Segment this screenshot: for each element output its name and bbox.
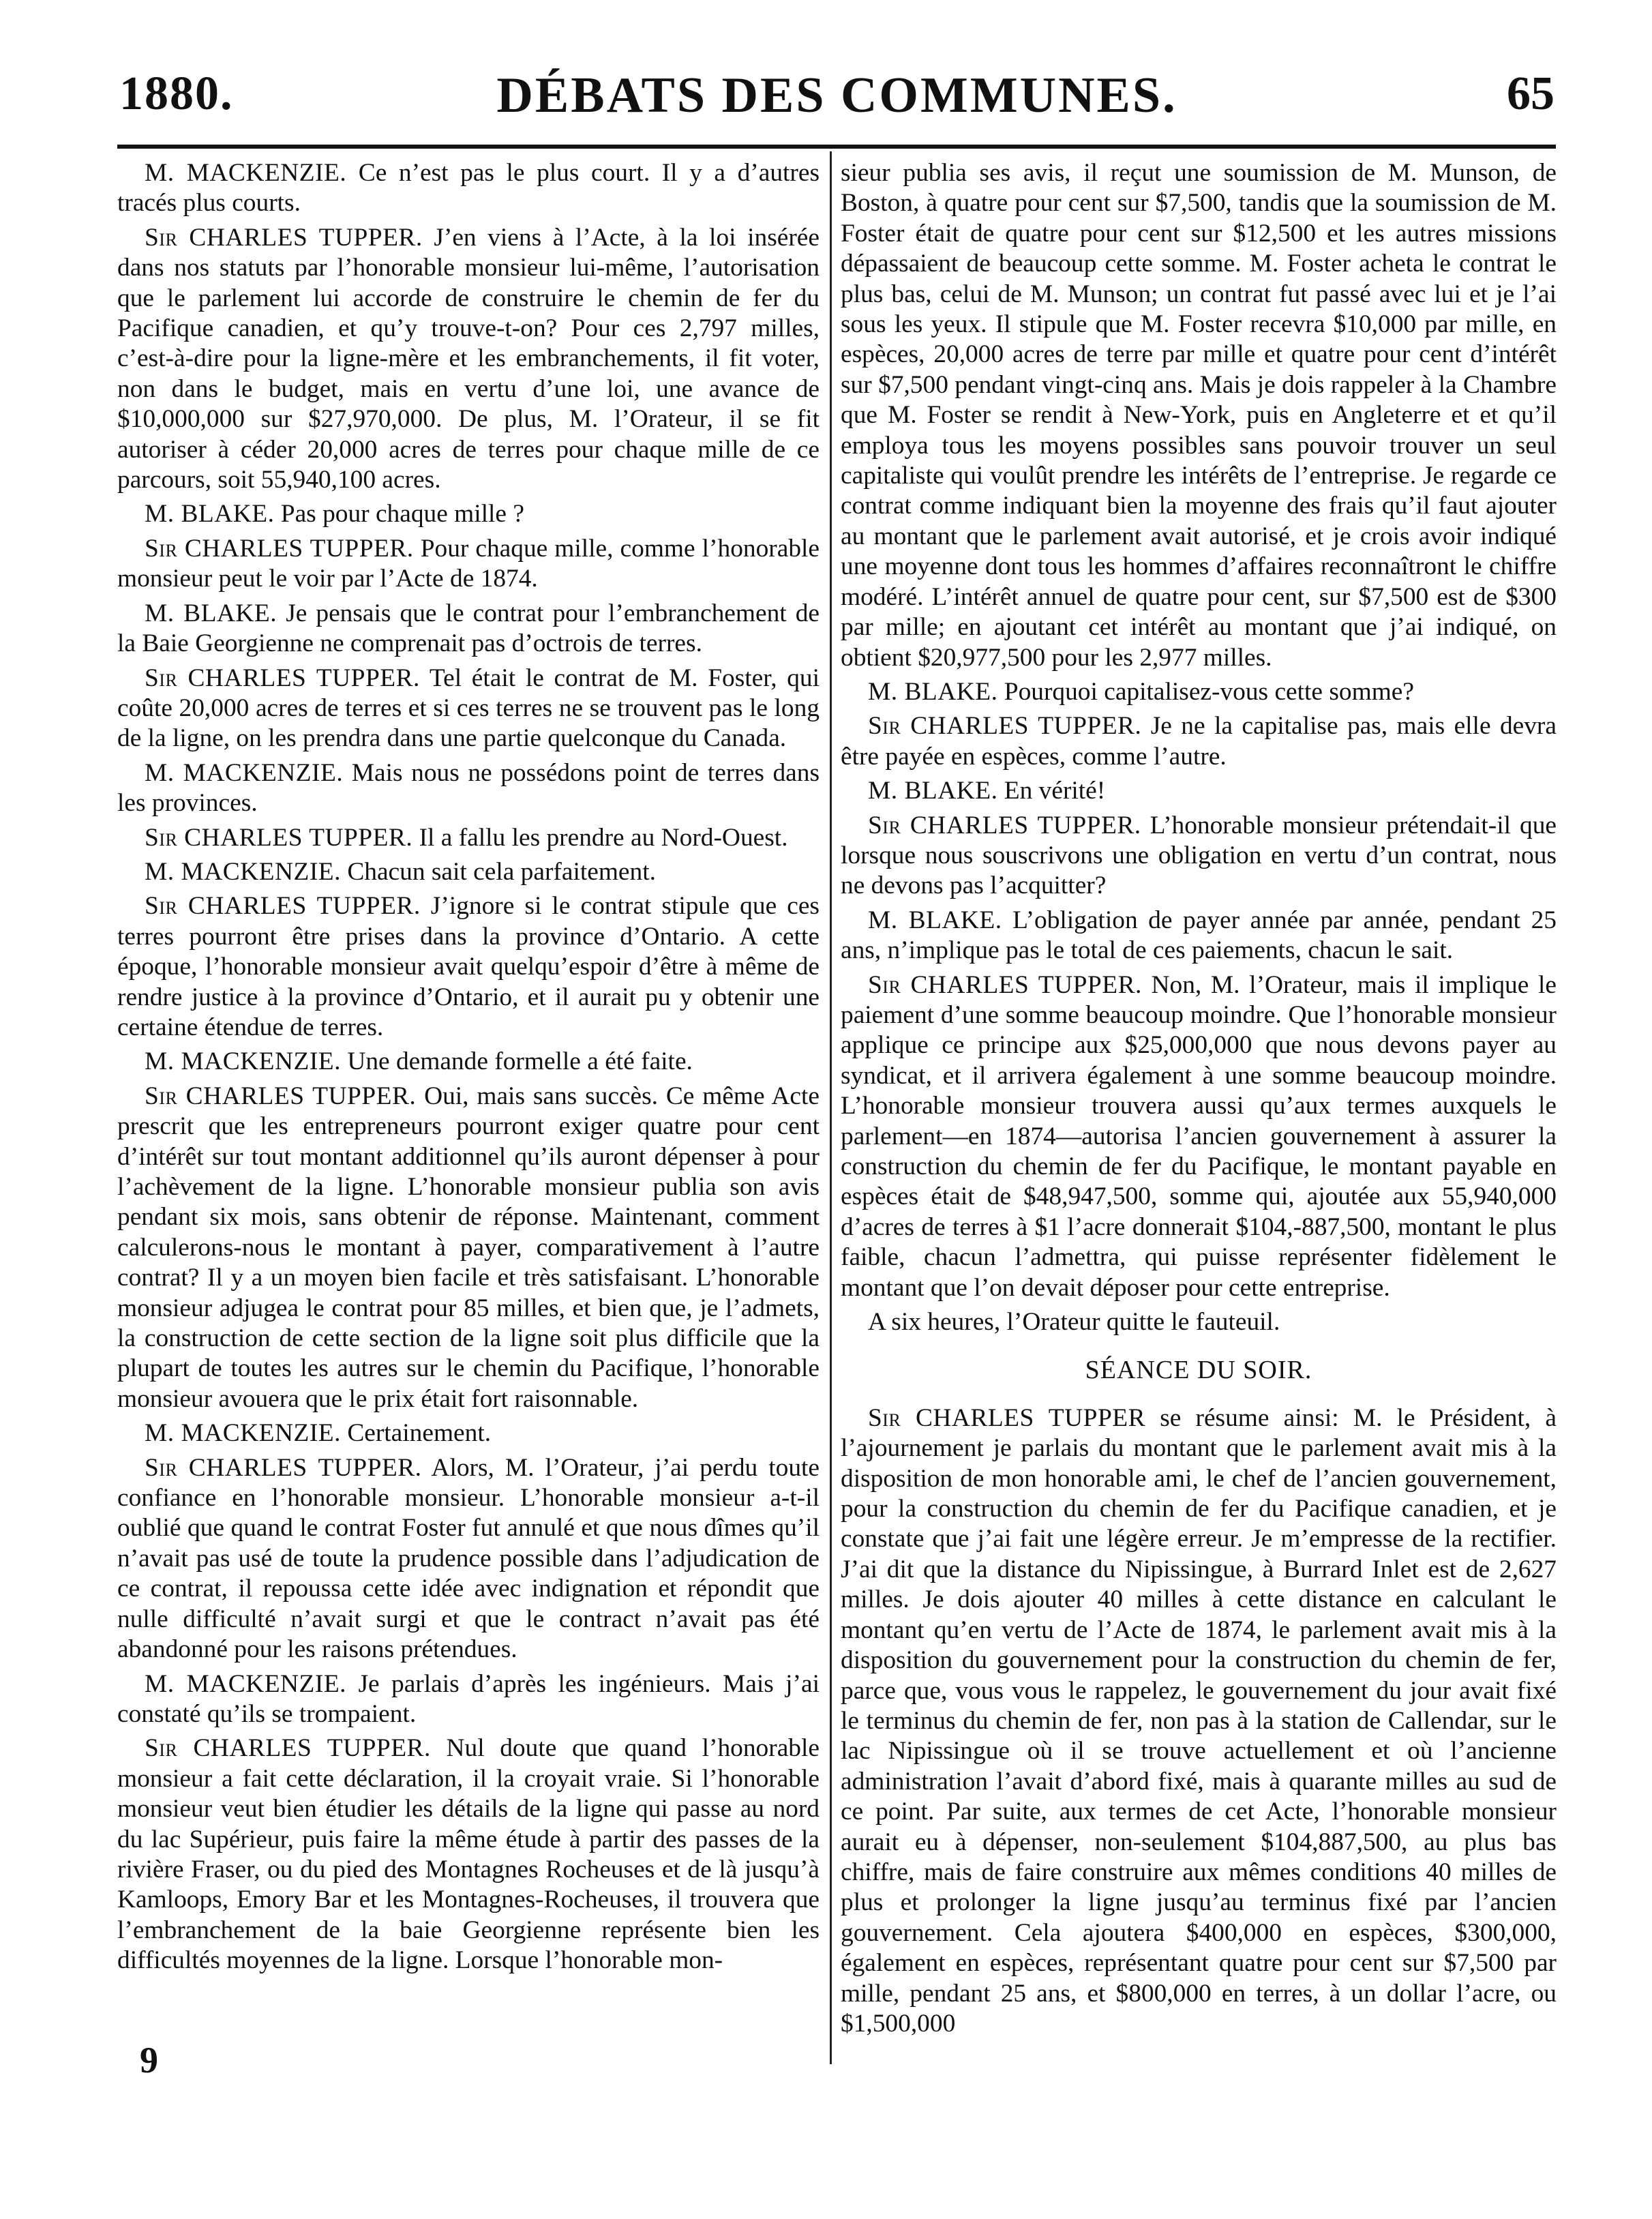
stage-direction: A six heures, l’Orateur quitte le fauteuil.: [868, 1308, 1280, 1337]
speech-text: se résume ainsi: M. le Président, à l’ajournement je parlais du montant que le parlement avait mis à la disposition de mon honorable ami, le chef de l’ancien gouvernement, pour la construction du chemin de fer du Pacifique canadien, et je constate que j’ai fait une légère erreur. Je m’empresse de la rectifier. J’ai dit que la distance du Nipissingue, à Burrard Inlet est de 2,627 milles. Je dois ajouter 40 milles à cette distance en calculant le montant qu’en vertu de l’Acte de 1874, le parlement avait mis à la disposition du gouvernement pour la construction du chemin de fer, parce que, vous vous le rappelez, le gouvernement du jour avait fixé le terminus du chemin de fer, non pas à la station de Callendar, sur le lac Nipissingue où il se trouve actuellement et où l’ancienne administration l’avait d’abord fixé, mais à quarante milles au sud de ce point. Par suite, aux termes de cet Acte, l’honorable monsieur aurait eu à dépenser, non-seulement $104,887,500, au plus bas chiffre, mais de faire construire aux mêmes conditions 40 milles de plus et prolonger la ligne jusqu’au terminus fixé par l’ancien gouvernement. Cela ajoutera $400,000 en espèces, $300,000, également en espèces, représentant quatre pour cent sur $7,500 par mille, pendant 25 ans, et $800,000 en terres, à un dollar l’acre, ou $1,500,000: [841, 1403, 1557, 2038]
speech-text: Je parlais d’après les ingénieurs. Mais j’ai constaté qu’ils se trompaient.: [117, 1669, 820, 1728]
paragraph: [117, 599, 820, 659]
speech-text: J’ignore si le contrat stipule que ces terres pourront être prises dans la province d’Ontario. A cette époque, l’honorable monsieur avait quelqu’espoir d’être à même de rendre justice à la province d’Ontario, et il aurait pu y obtenir une certaine étendue de terres.: [117, 892, 820, 1041]
speech-text: Pour chaque mille, comme l’honorable monsieur peut le voir par l’Acte de 1874.: [117, 534, 820, 593]
paragraph: [841, 711, 1557, 772]
paragraph: [117, 857, 820, 887]
header-page-number: 65: [1507, 68, 1555, 120]
speaker: Sir CHARLES TUPPER.: [145, 823, 413, 852]
paragraph: [841, 970, 1557, 1303]
speech-text: J’en viens à l’Acte, à la loi insérée dans nos statuts par l’honorable monsieur lui-même, l’autorisation que le parlement lui accorde de construire le chemin de fer du Pacifique canadien, et qu’y trouve-t-on? Pour ces 2,797 milles, c’est-à-dire pour la ligne-mère et les embranchements, il fit voter, non dans le budget, mais en vertu d’une loi, une avance de $10,000,000 sur $27,970,000. De plus, M. l’Orateur, il se fit autoriser à céder 20,000 acres de terres pour chaque mille de ce parcours, soit 55,940,100 acres.: [117, 223, 820, 494]
speaker: M. MACKENZIE.: [145, 1047, 341, 1076]
speaker: Sir CHARLES TUPPER.: [145, 223, 423, 252]
speaker: M. MACKENZIE.: [145, 857, 341, 886]
speaker: Sir CHARLES TUPPER.: [145, 1082, 417, 1110]
speech-text: L’obligation de payer année par année, pendant 25 ans, n’implique pas le total de ces paiements, chacun le sait.: [841, 906, 1557, 965]
speaker: M. MACKENZIE.: [145, 758, 344, 787]
speaker: Sir CHARLES TUPPER: [868, 1403, 1146, 1432]
paragraph: [841, 776, 1557, 806]
speech-text: Alors, M. l’Orateur, j’ai perdu toute confiance en l’honorable monsieur. L’honorable monsieur a-t-il oublié que quand le contrat Foster fut annulé et que nous dîmes qu’il n’avait pas usé de toute la prudence possible dans l’adjudication de ce contrat, il repoussa cette idée avec indignation et répondit que nulle difficulté n’avait surgi et que le contract n’avait pas été abandonné pour les raisons prétendues.: [117, 1453, 820, 1664]
speaker: Sir CHARLES TUPPER.: [868, 970, 1142, 999]
speech-text: Ce n’est pas le plus court. Il y a d’autres tracés plus courts.: [117, 159, 820, 218]
paragraph: [117, 1453, 820, 1665]
paragraph: [117, 534, 820, 595]
speaker: M. BLAKE.: [145, 500, 275, 528]
paragraph: [117, 1082, 820, 1414]
paragraph: [841, 158, 1557, 673]
left-column: [117, 158, 820, 1980]
paragraph: [117, 1733, 820, 1976]
page-header: [119, 67, 1555, 142]
paragraph: [841, 677, 1557, 707]
speaker: M. BLAKE.: [868, 677, 998, 706]
speaker: Sir CHARLES TUPPER.: [145, 1734, 431, 1763]
paragraph: [841, 1403, 1557, 2040]
paragraph: [117, 158, 820, 219]
speech-text: Mais nous ne possédons point de terres dans les provinces.: [117, 758, 820, 818]
paragraph: [117, 1418, 820, 1448]
speaker: Sir CHARLES TUPPER.: [145, 534, 414, 563]
speaker: Sir CHARLES TUPPER.: [868, 811, 1141, 839]
paragraph: [117, 1047, 820, 1077]
speaker: M. BLAKE.: [868, 777, 998, 805]
paragraph: [117, 823, 820, 853]
speaker: Sir CHARLES TUPPER.: [145, 892, 421, 921]
speech-text: Une demande formelle a été faite.: [347, 1047, 693, 1076]
speaker: Sir CHARLES TUPPER.: [145, 1453, 422, 1482]
speech-text: Pas pour chaque mille ?: [280, 500, 524, 528]
speech-text: Pourquoi capitalisez-vous cette somme?: [1004, 677, 1414, 706]
speaker: M. MACKENZIE.: [145, 159, 347, 187]
speech-text: Tel était le contrat de M. Foster, qui coûte 20,000 acres de terres et si ces terres ne se trouvent pas le long de la ligne, on les prendra dans une partie quelconque du Canada.: [117, 664, 820, 753]
speaker: M. MACKENZIE.: [145, 1419, 341, 1448]
speech-text: Oui, mais sans succès. Ce même Acte prescrit que les entrepreneurs pourront exiger quatre pour cent d’intérêt sur tout montant additionnel qu’ils auront dépenser à pour l’achèvement de la ligne. L’honorable monsieur publia son avis pendant six mois, sans obtenir de réponse. Maintenant, comment calculerons-nous le montant à payer, comparativement à l’autre contrat? Il y a un moyen bien facile et très satisfaisant. L’honorable monsieur adjugea le contrat pour 85 milles, et bien que, je l’admets, la construction de cette section de la ligne soit plus difficile que la plupart de toutes les autres sur le chemin du Pacifique, l’honorable monsieur avouera que le prix était fort raisonnable.: [117, 1082, 820, 1413]
speaker: M. MACKENZIE.: [145, 1669, 347, 1698]
header-title: DÉBATS DES COMMUNES.: [496, 68, 1177, 123]
speech-text: Non, M. l’Orateur, mais il implique le paiement d’une somme beaucoup moindre. Que l’honorable monsieur applique ce principe aux $25,000,000 que nous devons payer au syndicat, et il arrivera également à une somme beaucoup moindre. L’honorable monsieur trouvera aussi qu’aux termes auxquels le parlement—en 1874—autorisa l’ancien gouvernement à assurer la construction du chemin de fer du Pacifique, le montant payable en espèces était de $48,947,500, somme qui, ajoutée aux 55,940,000 d’acres de terres à $1 l’acre donnerait $104,-887,500, montant le plus faible, chacun l’admettra, qui puisse représenter fidèlement le montant que l’on devait déposer pour cette entreprise.: [841, 970, 1557, 1302]
speaker: M. BLAKE.: [145, 599, 277, 627]
paragraph: [117, 758, 820, 819]
speech-text: Je pensais que le contrat pour l’embranchement de la Baie Georgienne ne comprenait pas d’octrois de terres.: [117, 599, 820, 658]
section-title: SÉANCE DU SOIR.: [1085, 1356, 1312, 1385]
header-year: 1880.: [119, 68, 234, 120]
paragraph: [841, 906, 1557, 966]
paragraph: [117, 1669, 820, 1730]
speech-text: Je ne la capitalise pas, mais elle devra être payée en espèces, comme l’autre.: [841, 712, 1557, 771]
speech-text: sieur publia ses avis, il reçut une soumission de M. Munson, de Boston, à quatre pour cent sur $7,500, tandis que la soumission de M. Foster était de quatre pour cent sur $12,500 et les autres missions dépassaient de beaucoup cette somme. M. Foster acheta le contrat le plus bas, celui de M. Munson; un contrat fut passé avec lui et je l’ai sous les yeux. Il stipule que M. Foster recevra $10,000 par mille, en espèces, 20,000 acres de terre par mille et quatre pour cent d’intérêt sur $7,500 pendant vingt-cinq ans. Mais je dois rappeler à la Chambre que M. Foster se rendit à New-York, puis en Angleterre et et qu’il employa tous les moyens possibles sans pouvoir trouver un seul capitaliste qui voulût prendre les intérêts de l’entreprise. Je regarde ce contrat comme indiquant bien la moyenne des frais qu’il faut ajouter au montant que le parlement avait autorisé, et je crois avoir indiqué une moyenne dont tous les hommes d’affaires reconnaîtront le chiffre modéré. L’intérêt annuel de quatre pour cent, sur $7,500 est de $300 par mille; en ajoutant cet intérêt au montant que j’ai indiqué, on obtient $20,977,500 pour les 2,977 milles.: [841, 159, 1557, 672]
paragraph: [117, 664, 820, 754]
header-rule: [117, 145, 1556, 149]
speech-text: Il a fallu les prendre au Nord-Ouest.: [419, 823, 788, 852]
speech-text: Certainement.: [347, 1419, 492, 1448]
speech-text: L’honorable monsieur prétendait-il que lorsque nous souscrivons une obligation en vertu d’un contrat, nous ne devons pas l’acquitter?: [841, 811, 1557, 900]
speaker: Sir CHARLES TUPPER.: [868, 712, 1142, 741]
right-column: [841, 158, 1557, 2043]
column-divider: [830, 151, 832, 2064]
speaker: Sir CHARLES TUPPER.: [145, 664, 420, 692]
paragraph: [841, 811, 1557, 902]
paragraph: [117, 223, 820, 496]
speech-text: En vérité!: [1004, 777, 1106, 805]
speech-text: Nul doute que quand l’honorable monsieur a fait cette déclaration, il la croyait vraie. Si l’honorable monsieur veut bien étudier les détails de la ligne qui passe au nord du lac Supérieur, puis faire la même étude à partir des passes de la rivière Fraser, ou du pied des Montagnes Rocheuses et de là jusqu’à Kamloops, Emory Bar et les Montagnes-Rocheuses, il trouvera que l’embranchement de la baie Georgienne représente bien les difficultés moyennes de la ligne. Lorsque l’honorable mon-: [117, 1734, 820, 1975]
paragraph: [117, 891, 820, 1043]
speech-text: Chacun sait cela parfaitement.: [347, 857, 656, 886]
speaker: M. BLAKE.: [868, 906, 1002, 934]
signature-mark: 9: [140, 2040, 158, 2081]
paragraph: [117, 499, 820, 529]
